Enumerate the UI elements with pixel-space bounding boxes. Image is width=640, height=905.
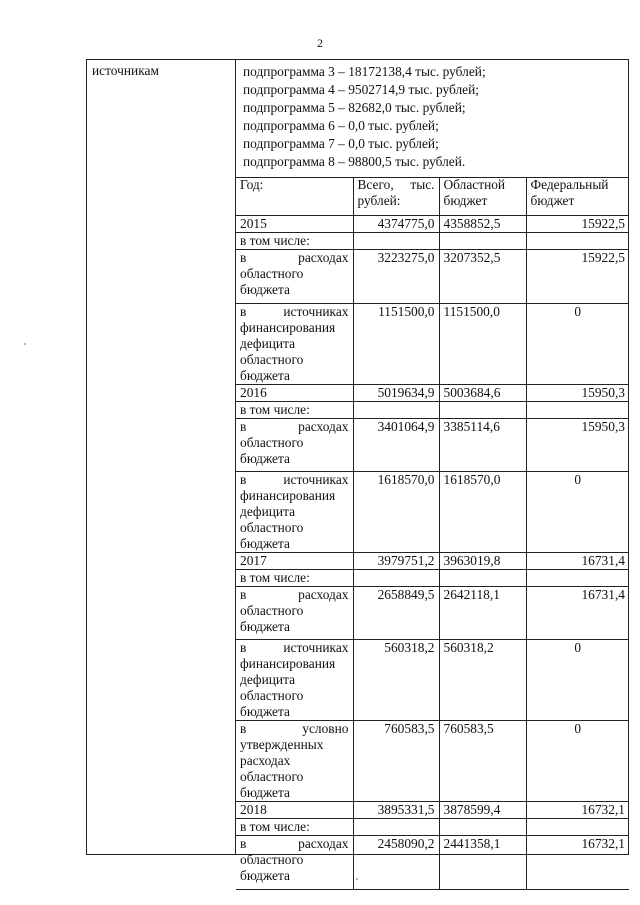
cell-empty [353,401,439,418]
subprogram-line: подпрограмма 4 – 9502714,9 тыс. рублей; [243,82,479,97]
cell-regional: 1618570,0 [439,471,526,552]
subprogram-line: подпрограмма 8 – 98800,5 тыс. рублей. [243,154,466,169]
cell-total: 3401064,9 [353,418,439,471]
cell-regional: 760583,5 [439,720,526,801]
cell-empty [439,569,526,586]
cell-federal: 15922,5 [526,249,629,303]
year-label: 2015 [236,215,353,232]
subprogram-line: подпрограмма 3 – 18172138,4 тыс. рублей; [243,64,486,79]
cell-federal: 15950,3 [526,418,629,471]
table-row-subheading [236,818,629,835]
year-label: 2018 [236,801,353,818]
cell-total: 4374775,0 [353,215,439,232]
table-row-year [236,801,629,818]
page-number: 2 [317,36,323,50]
year-label: 2016 [236,384,353,401]
cell-federal: 16731,4 [526,552,629,569]
table-row [236,249,629,303]
row-label: в том числе: [236,232,353,249]
cell-empty [526,401,629,418]
row-label: в том числе: [236,569,353,586]
table-row [236,586,629,639]
scan-speck [24,343,26,345]
row-label: в том числе: [236,401,353,418]
cell-regional: 3207352,5 [439,249,526,303]
cell-empty [526,818,629,835]
table-row-subheading [236,569,629,586]
row-label: в источниках финансирования дефицита областного бюджета [236,639,353,720]
cell-regional: 3878599,4 [439,801,526,818]
row-label: в том числе: [236,818,353,835]
row-label: в источниках финансирования дефицита областного бюджета [236,303,353,384]
table-header-row [236,177,629,215]
cell-regional: 3963019,8 [439,552,526,569]
table-row-subheading [236,232,629,249]
cell-federal: 16731,4 [526,586,629,639]
cell-regional: 560318,2 [439,639,526,720]
cell-total: 1151500,0 [353,303,439,384]
table-row-year [236,552,629,569]
table-row [236,418,629,471]
table-row [236,303,629,384]
cell-empty [439,401,526,418]
table-row [236,639,629,720]
cell-regional: 3385114,6 [439,418,526,471]
table-row-year [236,215,629,232]
table-row-year [236,384,629,401]
row-label-sources: источникам [92,63,159,78]
cell-federal: 16732,1 [526,835,629,889]
header-federal: Федеральный бюджет [526,177,629,215]
subprogram-line: подпрограмма 7 – 0,0 тыс. рублей; [243,136,439,151]
cell-regional: 5003684,6 [439,384,526,401]
cell-empty [353,818,439,835]
cell-total: 5019634,9 [353,384,439,401]
cell-total: 3895331,5 [353,801,439,818]
cell-empty [526,232,629,249]
year-label: 2017 [236,552,353,569]
financing-table [236,177,629,890]
cell-federal: 0 [526,720,629,801]
scan-speck [356,878,358,880]
cell-total: 3979751,2 [353,552,439,569]
cell-federal: 0 [526,639,629,720]
table-row [236,835,629,889]
header-regional: Областной бюджет [439,177,526,215]
cell-federal: 0 [526,471,629,552]
cell-total: 2658849,5 [353,586,439,639]
subprogram-line: подпрограмма 6 – 0,0 тыс. рублей; [243,118,439,133]
cell-total: 760583,5 [353,720,439,801]
row-label: в источниках финансирования дефицита областного бюджета [236,471,353,552]
cell-federal: 16732,1 [526,801,629,818]
row-label: в расходах областного бюджета [236,418,353,471]
subprogram-line: подпрограмма 5 – 82682,0 тыс. рублей; [243,100,466,115]
cell-total: 1618570,0 [353,471,439,552]
cell-regional: 2642118,1 [439,586,526,639]
header-year: Год: [236,177,353,215]
row-label: в расходах областного бюджета [236,249,353,303]
cell-empty [526,569,629,586]
row-label: в условно утвержденных расходах областного бюджета [236,720,353,801]
subprogram-list [243,63,486,171]
cell-federal: 15950,3 [526,384,629,401]
cell-federal: 15922,5 [526,215,629,232]
cell-empty [353,569,439,586]
passport-table [86,59,629,883]
cell-empty [439,818,526,835]
cell-empty [353,232,439,249]
cell-total: 2458090,2 [353,835,439,889]
cell-regional: 2441358,1 [439,835,526,889]
cell-regional: 1151500,0 [439,303,526,384]
header-total: Всего, тыс. рублей: [353,177,439,215]
table-row-subheading [236,401,629,418]
cell-federal: 0 [526,303,629,384]
table-row [236,471,629,552]
cell-regional: 4358852,5 [439,215,526,232]
row-label: в расходах областного бюджета [236,586,353,639]
row-label: в расходах областного бюджета [236,835,353,889]
table-row [236,720,629,801]
cell-total: 560318,2 [353,639,439,720]
cell-empty [439,232,526,249]
cell-total: 3223275,0 [353,249,439,303]
